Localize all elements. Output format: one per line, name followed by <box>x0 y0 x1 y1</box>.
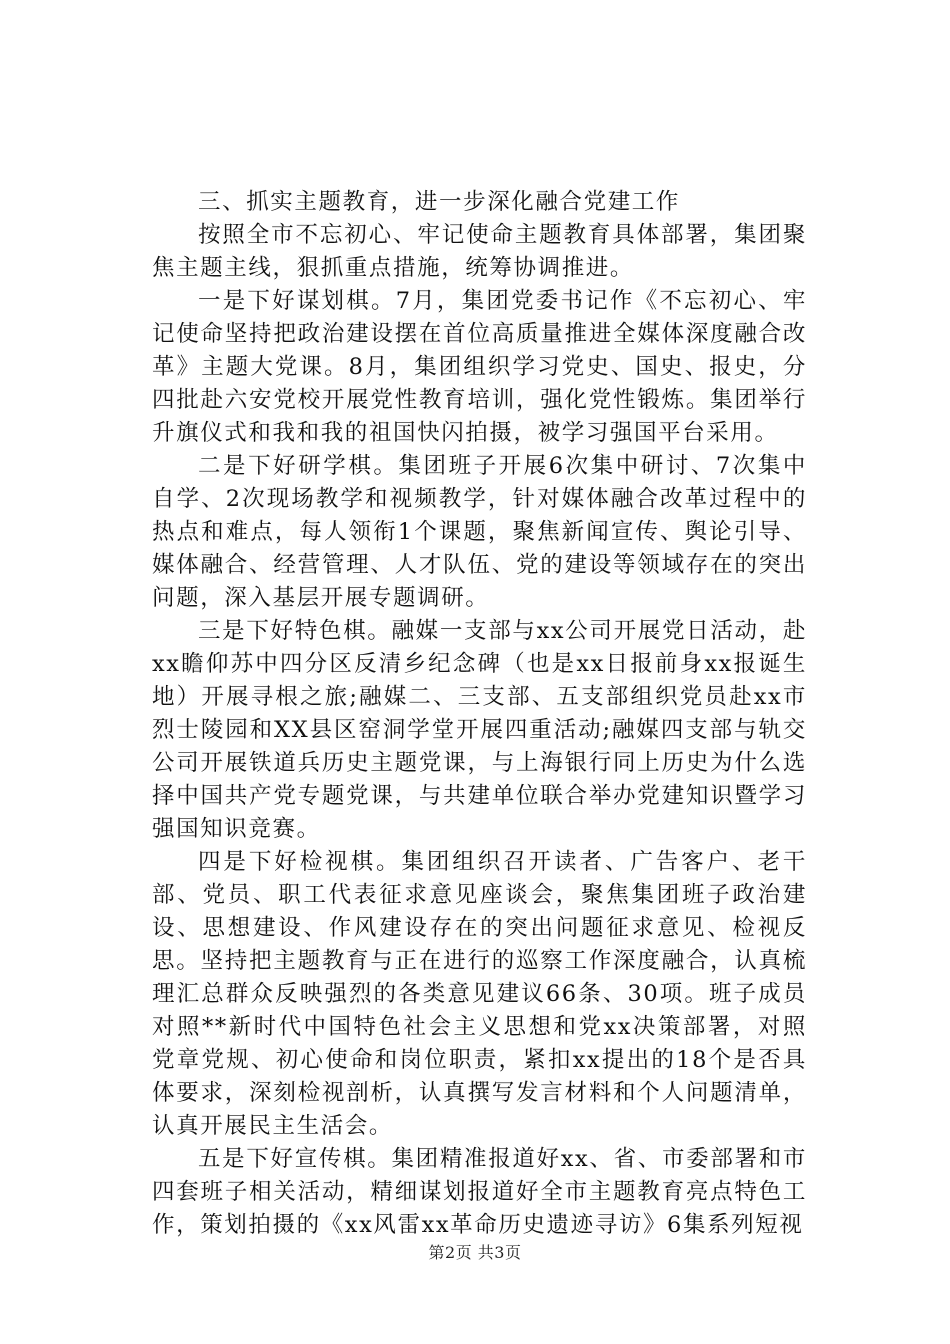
paragraph-feature: 三是下好特色棋。融媒一支部与xx公司开展党日活动，赴xx瞻仰苏中四分区反清乡纪念碑（也是xx日报前身xx报诞生地）开展寻根之旅;融媒二、三支部、五支部组织党员赴xx市烈士陵园和XX县区窑洞学堂开展四重活动;融媒四支部与轨交公司开展铁道兵历史主题党课，与上海银行同上历史为什么选择中国共产党专题党课，与共建单位联合举办党建知识暨学习强国知识竞赛。 <box>152 618 807 842</box>
paragraph-planning: 一是下好谋划棋。7月，集团党委书记作《不忘初心、牢记使命坚持把政治建设摆在首位高质量推进全媒体深度融合改革》主题大党课。8月，集团组织学习党史、国史、报史，分四批赴六安党校开展党性教育培训，强化党性锻炼。集团举行升旗仪式和我和我的祖国快闪拍摄，被学习强国平台采用。 <box>152 288 807 446</box>
section-heading: 三、抓实主题教育，进一步深化融合党建工作 <box>198 189 681 215</box>
paragraph-intro: 按照全市不忘初心、牢记使命主题教育具体部署，集团聚焦主题主线，狠抓重点措施，统筹协调推进。 <box>152 222 807 281</box>
paragraph-review: 四是下好检视棋。集团组织召开读者、广告客户、老干部、党员、职工代表征求意见座谈会，聚焦集团班子政治建设、思想建设、作风建设存在的突出问题征求意见、检视反思。坚持把主题教育与正在进行的巡察工作深度融合，认真梳理汇总群众反映强烈的各类意见建议66条、30项。班子成员对照**新时代中国特色社会主义思想和党xx决策部署，对照党章党规、初心使命和岗位职责，紧扣xx提出的18个是否具体要求，深刻检视剖析，认真撰写发言材料和个人问题清单，认真开展民主生活会。 <box>152 849 807 1139</box>
paragraph-study: 二是下好研学棋。集团班子开展6次集中研讨、7次集中自学、2次现场教学和视频教学，针对媒体融合改革过程中的热点和难点，每人领衔1个课题，聚焦新闻宣传、舆论引导、媒体融合、经营管理、人才队伍、党的建设等领域存在的突出问题，深入基层开展专题调研。 <box>152 453 807 611</box>
document-body <box>152 186 807 1242</box>
page-number-footer: 第2页 共3页 <box>428 1243 522 1262</box>
paragraph-publicity: 五是下好宣传棋。集团精准报道好xx、省、市委部署和市四套班子相关活动，精细谋划报道好全市主题教育亮点特色工作，策划拍摄的《xx风雷xx革命历史遗迹寻访》6集系列短视 <box>152 1146 807 1238</box>
